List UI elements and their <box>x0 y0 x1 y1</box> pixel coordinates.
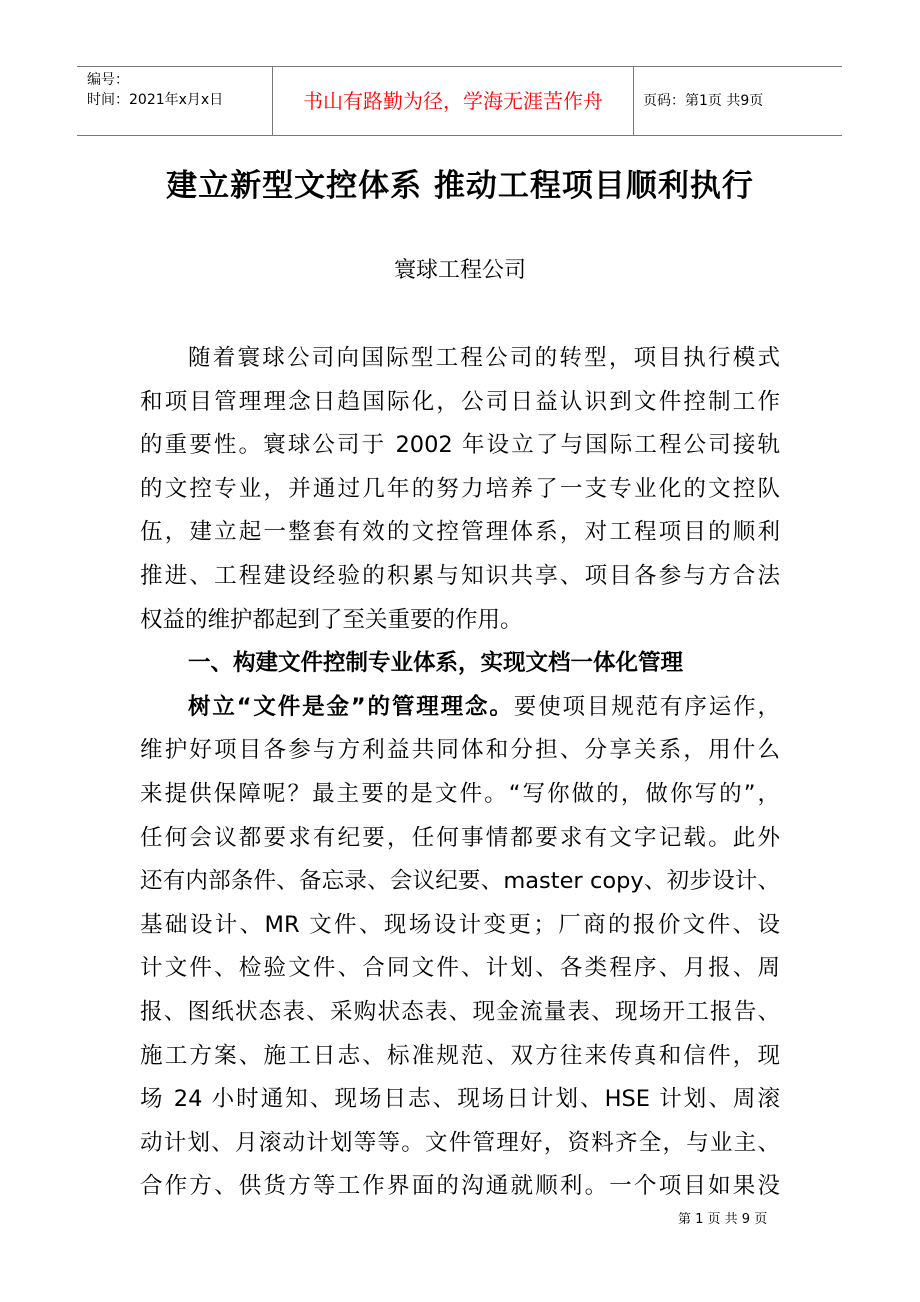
section-heading <box>140 642 780 686</box>
body-line: 动计划、月滚动计划等等。文件管理好，资料齐全，与业主、 <box>140 1129 780 1156</box>
body-line: 伍，建立起一整套有效的文控管理体系，对工程项目的顺利 <box>140 519 780 546</box>
document-body <box>140 337 780 1209</box>
body-line: 任何会议都要求有纪要，任何事情都要求有文字记载。此外 <box>140 824 780 851</box>
header-table <box>77 66 842 136</box>
header-page-info: 页码：第1页 共9页 <box>643 93 764 109</box>
body-line: 施工方案、施工日志、标准规范、双方往来传真和信件，现 <box>140 1042 780 1069</box>
header-meta <box>77 67 282 138</box>
body-line: 合作方、供货方等工作界面的沟通就顺利。一个项目如果没 <box>140 1173 780 1200</box>
header-motto: 书山有路勤为径，学海无涯苦作舟 <box>272 67 634 135</box>
body-line: 和项目管理理念日趋国际化，公司日益认识到文件控制工作 <box>140 388 780 415</box>
body-line: 权益的维护都起到了至关重要的作用。 <box>140 606 523 633</box>
body-line: 维护好项目各参与方利益共同体和分担、分享关系，用什么 <box>140 737 780 764</box>
body-line: 的重要性。寰球公司于 2002 年设立了与国际工程公司接轨 <box>140 432 780 459</box>
body-line: 来提供保障呢？最主要的是文件。“写你做的，做你写的”， <box>140 780 780 807</box>
body-line: 还有内部条件、备忘录、会议纪要、master copy、初步设计、 <box>140 868 780 895</box>
body-line: 随着寰球公司向国际型工程公司的转型，项目执行模式 <box>188 345 780 371</box>
doc-date: 时间：2021年x月x日 <box>87 92 224 108</box>
body-line: 场 24 小时通知、现场日志、现场日计划、HSE 计划、周滚 <box>140 1086 780 1113</box>
body-line <box>140 686 780 730</box>
document-author: 寰球工程公司 <box>393 258 526 283</box>
body-line: 的文控专业，并通过几年的努力培养了一支专业化的文控队 <box>140 475 780 502</box>
page-footer: 第 1 页 共 9 页 <box>678 1212 768 1227</box>
body-line: 基础设计、MR 文件、现场设计变更；厂商的报价文件、设 <box>140 911 780 938</box>
body-line: 报、图纸状态表、采购状态表、现金流量表、现场开工报告、 <box>140 998 780 1025</box>
body-line: 计文件、检验文件、合同文件、计划、各类程序、月报、周 <box>140 955 780 982</box>
doc-number-label: 编号： <box>87 72 129 88</box>
body-line: 推进、工程建设经验的积累与知识共享、项目各参与方合法 <box>140 562 780 589</box>
section-heading-text: 一、构建文件控制专业体系，实现文档一体化管理 <box>188 650 684 677</box>
bold-lead: 树立“文件是金”的管理理念。 <box>188 693 514 720</box>
lead-rest: 要使项目规范有序运作， <box>513 693 780 720</box>
document-title: 建立新型文控体系 推动工程项目顺利执行 <box>166 168 754 204</box>
